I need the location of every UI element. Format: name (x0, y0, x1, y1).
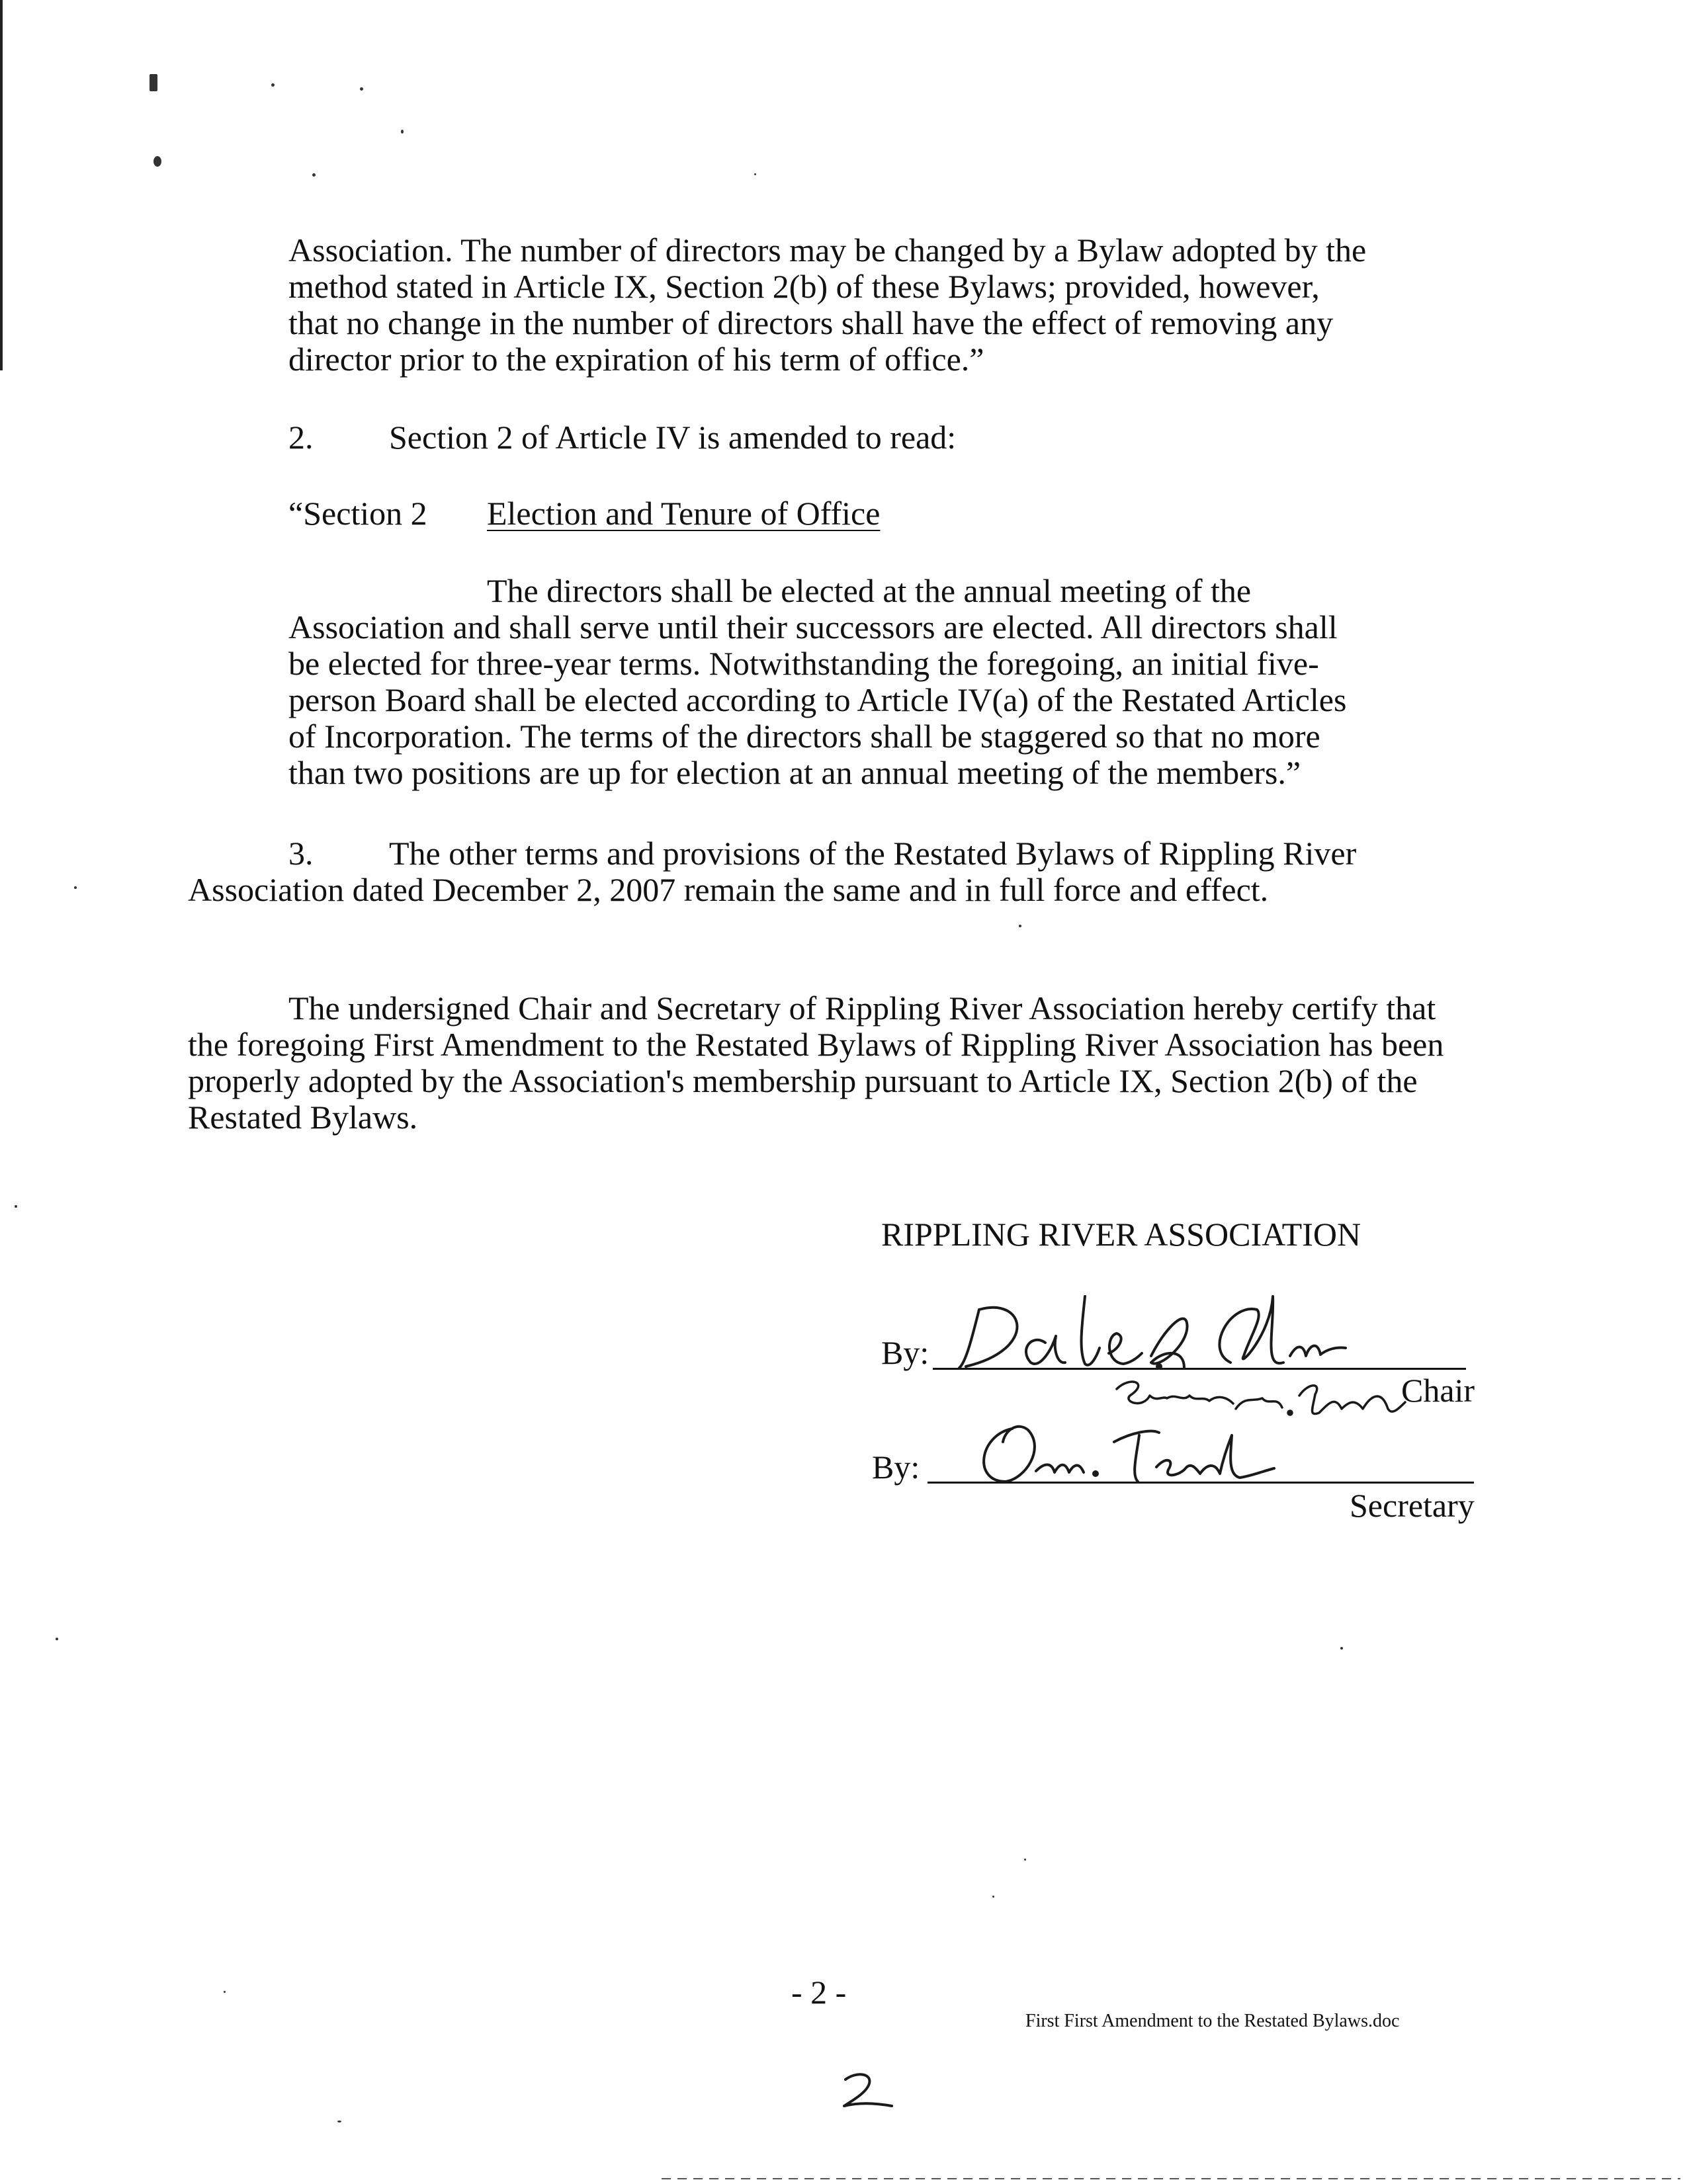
scan-speck (992, 1896, 994, 1898)
paragraph1-line-2: method stated in Article IX, Section 2(b) of these Bylaws; provided, however, (288, 268, 1320, 305)
section2-body-line-6: than two positions are up for election at an annual meeting of the members.” (288, 754, 1301, 791)
section2-label: “Section 2 (288, 495, 427, 532)
scan-speck (271, 83, 275, 87)
item3-line-2: Association dated December 2, 2007 remain the same and in full force and effect. (188, 871, 1269, 908)
secretary-title: Secretary (1350, 1487, 1475, 1524)
section2-body-line-3: be elected for three-year terms. Notwithstanding the foregoing, an initial five- (288, 645, 1319, 682)
footer-filename: First First Amendment to the Restated Bylaws.doc (1025, 2011, 1400, 2031)
scan-speck (401, 130, 404, 134)
item3-line-1: The other terms and provisions of the Restated Bylaws of Rippling River (389, 835, 1357, 872)
scan-speck (1019, 925, 1021, 927)
scan-speck (15, 1205, 17, 1208)
by-label-secretary: By: (872, 1449, 920, 1486)
certification-line-3: properly adopted by the Association's membership pursuant to Article IX, Section 2(b) of the (188, 1062, 1418, 1099)
scan-speck (74, 886, 77, 889)
by-label-chair: By: (881, 1334, 929, 1371)
paragraph1-line-3: that no change in the number of directors shall have the effect of removing any (288, 304, 1334, 341)
scan-speck (224, 1991, 226, 1993)
page-number: - 2 - (791, 1974, 847, 2011)
section2-body-line-2: Association and shall serve until their successors are elected. All directors shall (288, 609, 1338, 646)
scan-speck (360, 87, 363, 91)
scan-speck (754, 173, 756, 175)
scan-edge (0, 0, 3, 370)
certification-line-1: The undersigned Chair and Secretary of Rippling River Association hereby certify that (288, 989, 1436, 1027)
scan-speck (56, 1638, 58, 1640)
item2-number: 2. (288, 419, 314, 456)
chair-signature (953, 1270, 1350, 1376)
section2-body-line-4: person Board shall be elected according to Article IV(a) of the Restated Articles (288, 681, 1347, 718)
chair-title: Chair (1401, 1372, 1475, 1409)
handwritten-page-mark (836, 2069, 902, 2115)
organization-name: RIPPLING RIVER ASSOCIATION (881, 1216, 1361, 1253)
scan-speck (150, 74, 157, 91)
scan-speck (312, 173, 316, 177)
certification-line-4: Restated Bylaws. (188, 1099, 418, 1136)
scan-speck (1340, 1647, 1343, 1650)
secretary-signature (972, 1415, 1277, 1488)
section2-body-line-5: of Incorporation. The terms of the directors shall be staggered so that no more (288, 718, 1320, 755)
item2-text: Section 2 of Article IV is amended to read: (389, 419, 957, 456)
scan-speck (337, 2121, 341, 2122)
section2-body-line-1: The directors shall be elected at the annual meeting of the (487, 572, 1252, 609)
scan-bottom-artifact (662, 2176, 1680, 2181)
paragraph1-line-4: director prior to the expiration of his term of office.” (288, 341, 984, 378)
paragraph1-line-1: Association. The number of directors may be changed by a Bylaw adopted by the (288, 231, 1367, 269)
scan-speck (153, 156, 161, 167)
section2-title: Election and Tenure of Office (487, 495, 881, 532)
certification-line-2: the foregoing First Amendment to the Restated Bylaws of Rippling River Association has been (188, 1026, 1444, 1063)
scan-speck (1024, 1859, 1026, 1861)
item3-number: 3. (288, 835, 314, 872)
